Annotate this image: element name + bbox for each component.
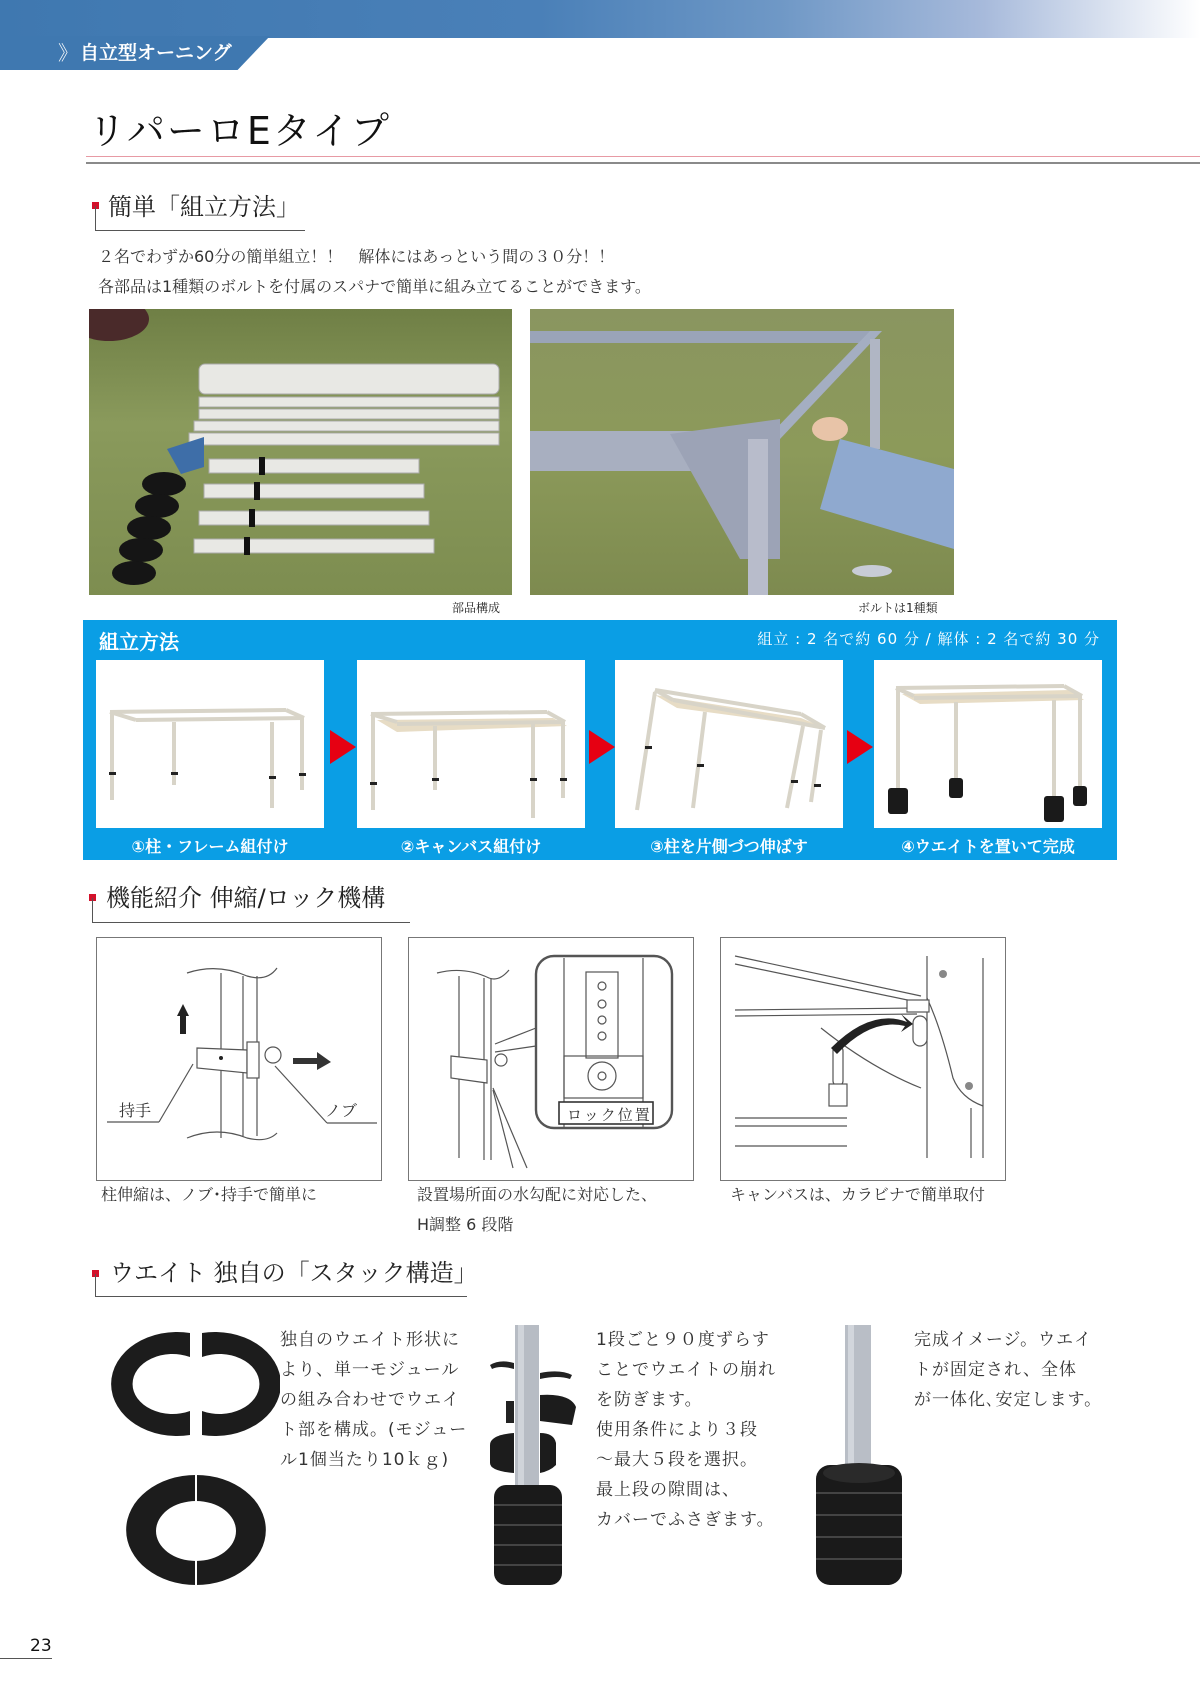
diagram-label-knob: ノブ [325, 1101, 358, 1120]
weight-text-line: 使用条件により３段 [596, 1420, 758, 1440]
carabiner-diagram [720, 937, 1006, 1181]
weight-text-line: 完成イメージ。ウエイ [914, 1330, 1093, 1350]
weight-stacking-image [480, 1325, 590, 1595]
intro-text-line: 各部品は1種類のボルトを付属のスパナで簡単に組み立てることができます。 [98, 277, 651, 296]
section-underline [92, 922, 410, 923]
title-rule [86, 162, 1200, 164]
diagram-label-lock-position: ロック位置 [567, 1106, 652, 1124]
step-arrow-icon [847, 730, 873, 764]
assembly-method-title: 組立方法 [99, 630, 179, 654]
weight-text-line: ル1個当たり10ｋｇ) [280, 1450, 450, 1470]
photo-caption: ボルトは1種類 [858, 601, 938, 615]
section-heading-weight: ウエイト 独自の「スタック構造」 [110, 1259, 478, 1287]
diagram-caption: キャンバスは、カラビナで簡単取付 [730, 1185, 985, 1204]
knob-handle-diagram [96, 937, 382, 1181]
weight-text-line: ことでウエイトの崩れ [596, 1360, 776, 1380]
diagram-label-handle: 持手 [119, 1101, 152, 1120]
photo-caption: 部品構成 [452, 601, 501, 615]
weight-text-line: 1段ごと９０度ずらす [596, 1330, 770, 1350]
step-arrow-icon [589, 730, 615, 764]
step-card-extend [615, 660, 843, 828]
weight-text-line: より、単一モジュール [280, 1360, 460, 1380]
weight-text-line: 独自のウエイト形状に [280, 1330, 460, 1350]
weight-text-block [596, 1325, 776, 1535]
lock-position-diagram [408, 937, 694, 1181]
step-card-weights [874, 660, 1102, 828]
step-label: ②キャンバス組付け [400, 837, 542, 856]
diagram-caption: 設置場所面の水勾配に対応した、 [417, 1185, 658, 1204]
weight-text-line: カバーでふさぎます。 [596, 1510, 775, 1530]
weight-text-block [914, 1325, 1102, 1415]
page-title: リパーロEタイプ [88, 109, 391, 153]
weight-text-line: 最上段の隙間は、 [596, 1480, 740, 1500]
weight-text-line: トが固定され、全体 [914, 1360, 1078, 1380]
weight-text-line: の組み合わせでウエイ [280, 1390, 460, 1410]
intro-text-line: ２名でわずか60分の簡単組立！！ 解体にはあっという間の３０分！！ [98, 247, 615, 266]
weight-text-line: ト部を構成。(モジュー [280, 1420, 468, 1440]
chevron-right-icon: 》 [58, 41, 78, 65]
diagram-caption: H調整 6 段階 [417, 1215, 514, 1234]
weight-text-line: を防ぎます。 [596, 1390, 703, 1410]
section-bracket [95, 206, 96, 230]
section-underline [95, 230, 305, 231]
parts-photo [89, 309, 512, 595]
step-card-frame [96, 660, 324, 828]
section-bracket [92, 898, 93, 922]
bolt-photo [530, 309, 954, 595]
page-number: 23 [30, 1636, 52, 1656]
step-card-canvas [357, 660, 585, 828]
step-arrow-icon [330, 730, 356, 764]
weight-complete-image [810, 1325, 910, 1595]
page-number-rule [0, 1658, 52, 1659]
section-underline [95, 1296, 467, 1297]
step-label: ④ウエイトを置いて完成 [901, 837, 1075, 856]
title-rule [86, 156, 1200, 157]
section-heading-assembly: 簡単「組立方法」 [108, 193, 300, 221]
weight-module-image [110, 1325, 280, 1605]
step-label: ③柱を片側づつ伸ばす [650, 837, 808, 856]
assembly-time-note: 組立 : 2 名で約 60 分 / 解体 : 2 名で約 30 分 [757, 630, 1100, 648]
section-heading-features: 機能紹介 伸縮/ロック機構 [106, 884, 386, 912]
step-label: ①柱・フレーム組付け [131, 837, 289, 856]
weight-text-line: が一体化､安定します。 [914, 1390, 1103, 1410]
weight-text-line: ～最大５段を選択。 [596, 1450, 758, 1470]
weight-text-block [280, 1325, 467, 1475]
header-band [0, 0, 1200, 38]
diagram-caption: 柱伸縮は、ノブ･持手で簡単に [101, 1185, 318, 1204]
category-label: 自立型オーニング [80, 42, 232, 64]
section-bracket [95, 1274, 96, 1296]
